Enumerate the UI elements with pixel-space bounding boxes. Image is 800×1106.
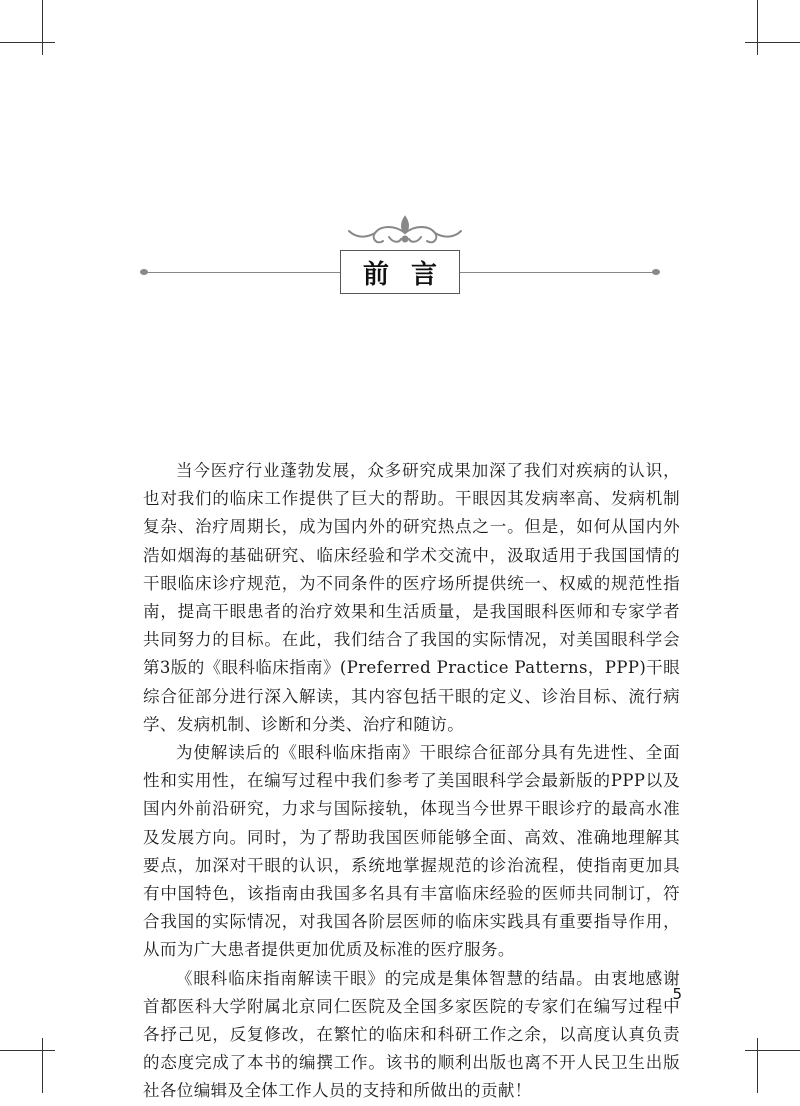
paragraph-3: 《眼科临床指南解读干眼》的完成是集体智慧的结晶。由衷地感谢首都医科大学附属北京同仁医院及全国多家医院的专家们在编写过程中各抒己见，反复修改，在繁忙的临床和科研工作之余，以高度认真负责的态度完成了本书的编撰工作。该书的顺利出版也离不开人民卫生出版社各位编辑及全体工作人员的支持和所做出的贡献！	[143, 968, 680, 1101]
heading-rule-right-cap	[652, 269, 660, 275]
paragraph-2: 为使解读后的《眼科临床指南》干眼综合征部分具有先进性、全面性和实用性，在编写过程中我们参考了美国眼科学会最新版的PPP以及国内外前沿研究，力求与国际接轨，体现当今世界干眼诊疗的最高水准及发展方向。同时，为了帮助我国医师能够全面、高效、准确地理解其要点，加深对干眼的认识，系统地掌握规范的诊治流程，使指南更加具有中国特色，该指南由我国多名具有丰富临床经验的医师共同制订，符合我国的实际情况，对我国各阶层医师的临床实践具有重要指导作用，从而为广大患者提供更加优质及标准的医疗服务。	[143, 743, 680, 960]
preface-body	[143, 457, 680, 1106]
heading-rule-left	[144, 272, 340, 273]
page-number: 5	[672, 985, 682, 1003]
heading-rule-right	[460, 272, 656, 273]
page-title: 前言	[340, 250, 460, 294]
section-heading	[140, 250, 660, 296]
paragraph-1: 当今医疗行业蓬勃发展，众多研究成果加深了我们对疾病的认识，也对我们的临床工作提供了巨大的帮助。干眼因其发病率高、发病机制复杂、治疗周期长，成为国内外的研究热点之一。但是，如何从国内外浩如烟海的基础研究、临床经验和学术交流中，汲取适用于我国国情的干眼临床诊疗规范，为不同条件的医疗场所提供统一、权威的规范性指南，提高干眼患者的治疗效果和生活质量，是我国眼科医师和专家学者共同努力的目标。在此，我们结合了我国的实际情况，对美国眼科学会第3版的《眼科临床指南》(Preferred Practice Patterns，PPP)干眼综合征部分进行深入解读，其内容包括干眼的定义、诊治目标、流行病学、发病机制、诊断和分类、治疗和随访。	[143, 461, 680, 734]
heading-rule-left-cap	[140, 269, 148, 275]
scroll-ornament-icon	[345, 213, 465, 253]
